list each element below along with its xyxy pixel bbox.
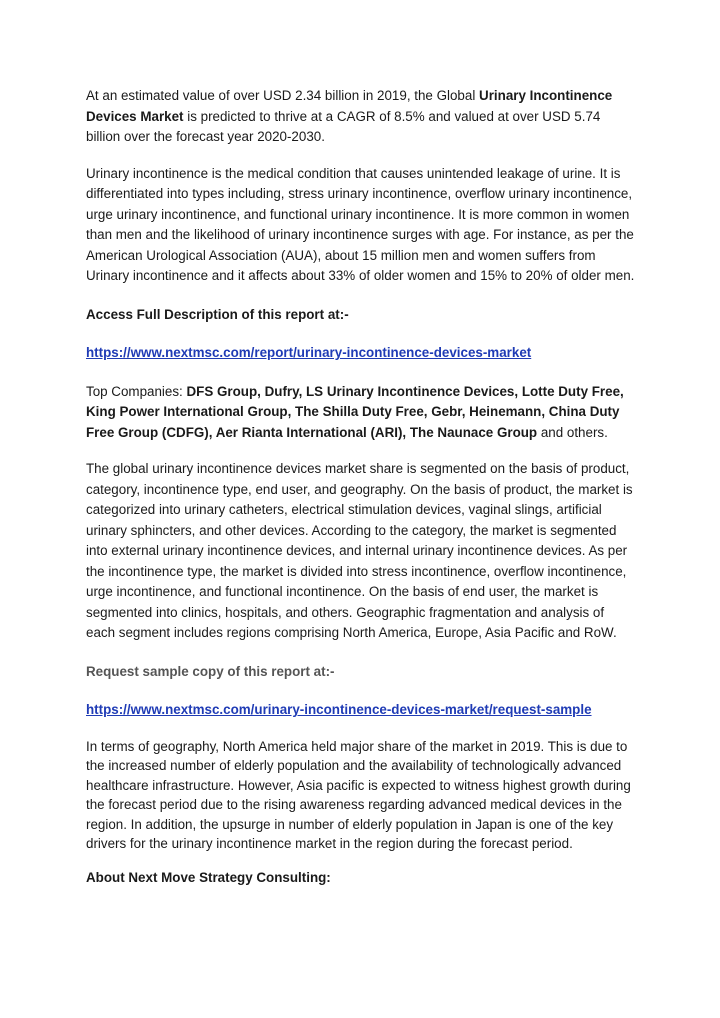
- about-heading: About Next Move Strategy Consulting:: [86, 869, 331, 885]
- intro-text-end: is predicted to thrive at a CAGR of 8.5% and valued at over USD 5.74 billion over the forecast year 2020-2030.: [86, 108, 601, 144]
- segmentation-paragraph: The global urinary incontinence devices market share is segmented on the basis of product, category, incontinence type, end user, and geography. On the basis of product, the market is categorized into urinary catheters, electrical stimulation devices, vaginal slings, artificial urinary sphincters, and other devices. According to the category, the market is segmented into external urinary incontinence devices, and internal urinary incontinence devices. As per the incontinence type, the market is divided into stress incontinence, overflow incontinence, urge incontinence, and functional incontinence. On the basis of end user, the market is segmented into clinics, hospitals, and others. Geographic fragmentation and analysis of each segment includes regions comprising North America, Europe, Asia Pacific and RoW.: [86, 461, 633, 640]
- companies-paragraph: [86, 382, 636, 444]
- intro-text-start: At an estimated value of over USD 2.34 billion in 2019, the Global: [86, 88, 480, 103]
- geography-paragraph: In terms of geography, North America held major share of the market in 2019. This is due to the increased number of elderly population and the availability of technologically advanced healthcare infrastructure. However, Asia pacific is expected to witness highest growth during the forecast period due to the rising awareness regarding advanced medical devices in the region. In addition, the upsurge in number of elderly population in Japan is one of the key drivers for the urinary incontinence market in the region during the forecast period.: [86, 738, 631, 851]
- access-heading: Access Full Description of this report at:-: [86, 306, 349, 322]
- intro-paragraph: [86, 86, 636, 148]
- companies-label: Top Companies:: [86, 383, 187, 399]
- market-name: Urinary Incontinence Devices Market: [86, 88, 613, 124]
- companies-names: DFS Group, Dufry, LS Urinary Incontinence Devices, Lotte Duty Free, King Power International Group, The Shilla Duty Free, Gebr, Heinemann, China Duty Free Group (CDFG), Aer Rianta International (ARI), The Naunace Group: [86, 383, 624, 440]
- sample-link[interactable]: https://www.nextmsc.com/urinary-incontinence-devices-market/request-sample: [86, 702, 592, 717]
- companies-suffix: and others.: [537, 424, 608, 440]
- report-link[interactable]: https://www.nextmsc.com/report/urinary-incontinence-devices-market: [86, 345, 532, 360]
- definition-paragraph: Urinary incontinence is the medical condition that causes unintended leakage of urine. It is differentiated into types including, stress urinary incontinence, overflow urinary incontinence, urge urinary incontinence, and functional urinary incontinence. It is more common in women than men and the likelihood of urinary incontinence surges with age. For instance, as per the American Urological Association (AUA), about 15 million men and women suffers from Urinary incontinence and it affects about 33% of older women and 15% to 20% of older men.: [86, 165, 635, 283]
- sample-heading: Request sample copy of this report at:-: [86, 663, 335, 679]
